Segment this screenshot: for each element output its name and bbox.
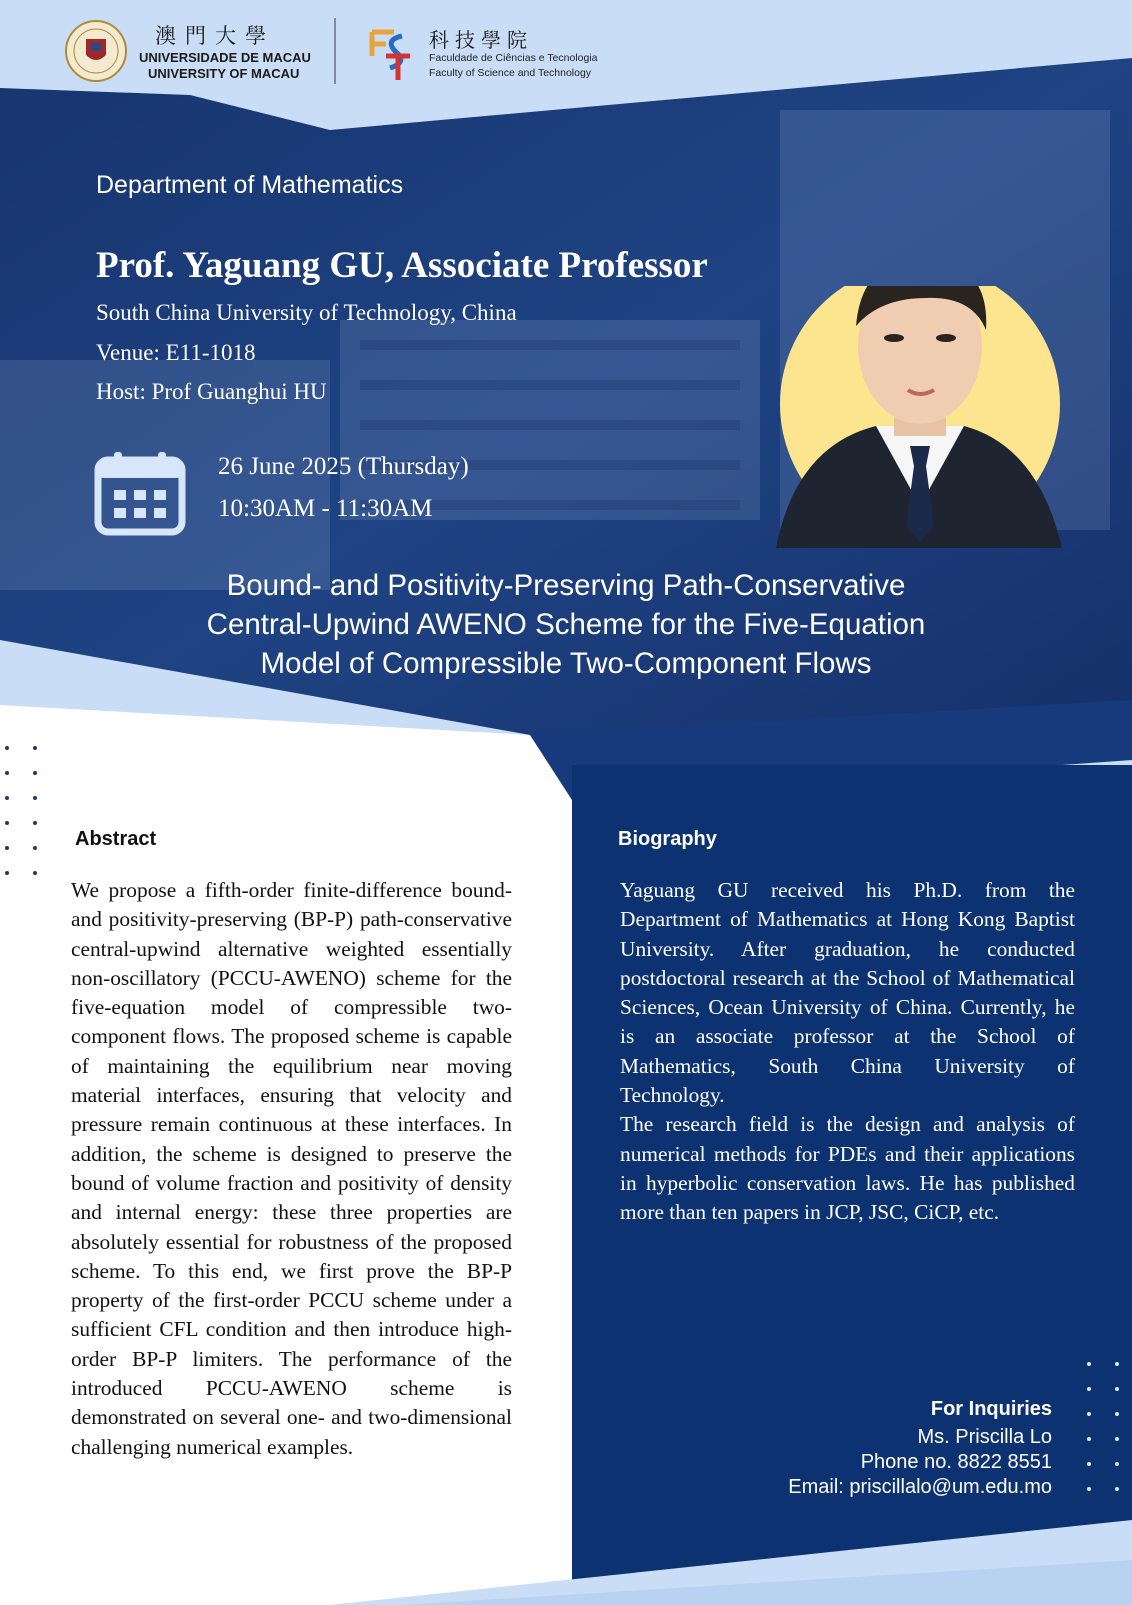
- fst-name-pt: Faculdade de Ciências e Tecnologia: [429, 52, 598, 64]
- event-date: 26 June 2025 (Thursday): [218, 453, 469, 480]
- um-name-pt: UNIVERSIDADE DE MACAU: [139, 50, 311, 65]
- biography-paragraph-1: Yaguang GU received his Ph.D. from the Department of Mathematics at Hong Kong Baptist University. After graduation, he conducted postdoctoral research at the School of Mathematical Sciences, Ocean University of China. Currently, he is an associate professor at the School of Mathematics, South China University of Technology.: [620, 878, 1075, 1108]
- event-time: 10:30AM - 11:30AM: [218, 495, 433, 522]
- abstract-heading: Abstract: [75, 828, 157, 850]
- biography-heading: Biography: [618, 828, 717, 850]
- speaker-affiliation: South China University of Technology, China: [96, 300, 517, 325]
- fst-name-zh: 科技學院: [429, 28, 533, 52]
- biography-paragraph-2: The research field is the design and analysis of numerical methods for PDEs and their applications in hyperbolic conservation laws. He has published more than ten papers in JCP, JSC, CiCP, etc.: [620, 1112, 1075, 1225]
- event-host: Host: Prof Guanghui HU: [96, 379, 327, 404]
- um-name-en: UNIVERSITY OF MACAU: [148, 66, 300, 81]
- speaker-portrait: [776, 286, 1062, 548]
- fst-logo-icon: [366, 26, 412, 82]
- um-crest-icon: [64, 19, 128, 83]
- talk-title-line-1: Bound- and Positivity-Preserving Path-Conservative: [226, 569, 906, 602]
- department-name: Department of Mathematics: [96, 171, 404, 199]
- inquiries-phone: Phone no. 8822 8551: [860, 1451, 1052, 1473]
- inquiries-heading: For Inquiries: [930, 1398, 1052, 1420]
- um-logo: [64, 19, 128, 83]
- talk-title: [60, 566, 1072, 683]
- abstract-text: We propose a fifth-order finite-difference bound- and positivity-preserving (BP-P) path-conservative central-upwind alternative weighted essentially non-oscillatory (PCCU-AWENO) scheme for the five-equation model of compressible two-component flows. The proposed scheme is capable of maintaining the equilibrium near moving material interfaces, ensuring that velocity and pressure remain continuous at these interfaces. In addition, the scheme is designed to preserve the bound of volume fraction and positivity of density and internal energy: these three properties are absolutely essential for robustness of the proposed scheme. To this end, we first prove the BP-P property of the first-order PCCU scheme under a sufficient CFL condition and then introduce high-order BP-P limiters. The performance of the introduced PCCU-AWENO scheme is demonstrated on several one- and two-dimensional challenging numerical examples.: [71, 878, 512, 1459]
- fst-logo: [366, 26, 412, 82]
- speaker-photo-icon: [776, 286, 1062, 548]
- event-venue: Venue: E11-1018: [96, 340, 256, 365]
- decorative-dots-left: [5, 746, 61, 875]
- calendar-icon: [94, 450, 186, 536]
- fst-name-en: Faculty of Science and Technology: [429, 67, 592, 79]
- talk-title-line-2: Central-Upwind AWENO Scheme for the Five-Equation: [206, 608, 926, 641]
- inquiries-email[interactable]: Email: priscillalo@um.edu.mo: [788, 1476, 1052, 1498]
- talk-title-line-3: Model of Compressible Two-Component Flows: [260, 647, 872, 680]
- inquiries-contact: Ms. Priscilla Lo: [917, 1426, 1052, 1448]
- header-divider: [334, 18, 336, 84]
- biography-text: [620, 876, 1075, 1228]
- decorative-dots-right: [1087, 1362, 1132, 1491]
- speaker-name: Prof. Yaguang GU, Associate Professor: [96, 245, 708, 286]
- um-name-zh: 澳門大學: [155, 24, 275, 48]
